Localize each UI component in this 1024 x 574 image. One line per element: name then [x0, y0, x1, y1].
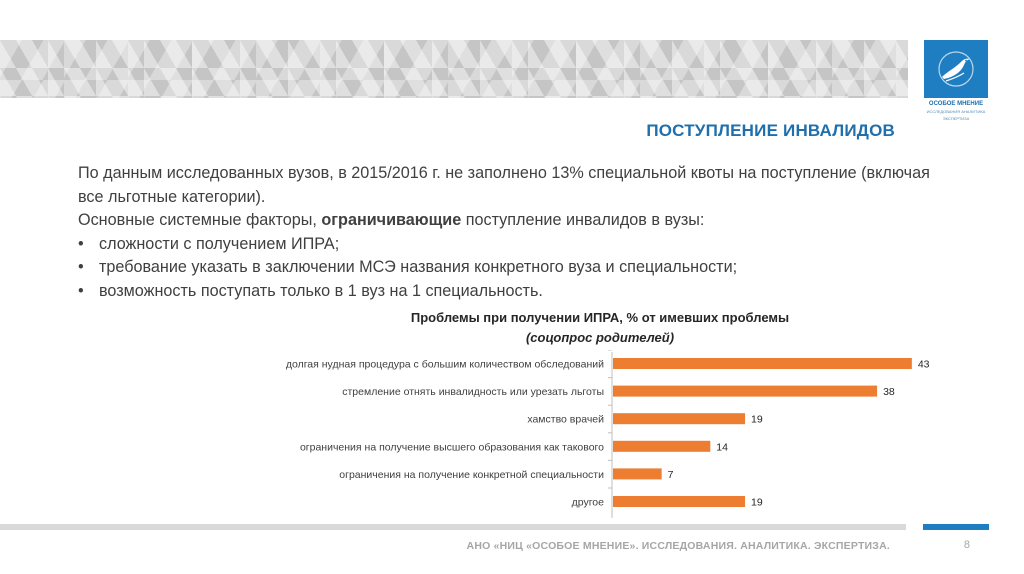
logo [924, 40, 988, 98]
logo-name: ОСОБОЕ МНЕНИЕ [928, 101, 984, 107]
list-item-text: сложности с получением ИПРА; [99, 234, 340, 253]
factors-bold: ограничивающие [321, 211, 462, 230]
bird-logo-icon [932, 47, 980, 91]
bar [613, 413, 745, 424]
data-label: 7 [667, 468, 674, 481]
bar [613, 358, 912, 369]
bar [613, 468, 662, 479]
intro-paragraph: По данным исследованных вузов, в 2015/2016 г. не заполнено 13% специальной квоты на поступление (включая все льготные категории). [78, 164, 930, 206]
footer-divider [0, 524, 906, 530]
category-label: другое [571, 496, 604, 509]
list-item [78, 280, 958, 304]
header-banner [0, 40, 908, 98]
chart-subtitle: (соцопрос родителей) [525, 330, 675, 345]
list-item [78, 233, 958, 257]
data-label: 19 [751, 413, 763, 426]
bar [613, 496, 745, 507]
list-item-text: требование указать в заключении МСЭ названия конкретного вуза и специальности; [99, 258, 738, 277]
footer-text: АНО «НИЦ «ОСОБОЕ МНЕНИЕ». ИССЛЕДОВАНИЯ. АНАЛИТИКА. ЭКСПЕРТИЗА. [466, 540, 890, 552]
footer-accent [923, 524, 989, 530]
bar [613, 386, 877, 397]
data-label: 43 [917, 358, 930, 371]
chart-title-block [300, 308, 900, 348]
factors-list [78, 233, 958, 304]
category-label: ограничения на получение конкретной специальности [339, 468, 604, 481]
list-item [78, 256, 958, 280]
slide-body [78, 162, 958, 304]
chart-title: Проблемы при получении ИПРА, % от имевших проблемы [410, 310, 790, 325]
factors-prefix: Основные системные факторы, [78, 211, 322, 230]
page-title: ПОСТУПЛЕНИЕ ИНВАЛИДОВ [646, 121, 895, 140]
data-label: 19 [751, 496, 763, 509]
data-label: 14 [716, 441, 728, 454]
bar [613, 441, 710, 452]
category-label: ограничения на получение высшего образования как такового [299, 441, 604, 454]
page-number: 8 [963, 539, 970, 551]
factors-suffix: поступление инвалидов в вузы: [461, 211, 705, 230]
category-label: хамство врачей [527, 413, 604, 426]
bullet-icon: • [78, 281, 84, 300]
category-label: долгая нудная процедура с большим количеством обследований [285, 358, 604, 371]
bullet-icon: • [78, 234, 84, 253]
bar-chart [0, 350, 1024, 520]
factors-paragraph [78, 209, 958, 233]
logo-subtitle: ИССЛЕДОВАНИЯ АНАЛИТИКА ЭКСПЕРТИЗА [926, 109, 986, 121]
category-label: стремление отнять инвалидность или урезать льготы [342, 386, 604, 399]
logo-caption [914, 101, 998, 122]
bullet-icon: • [78, 258, 84, 277]
list-item-text: возможность поступать только в 1 вуз на 1 специальность. [99, 281, 543, 300]
data-label: 38 [883, 386, 895, 399]
